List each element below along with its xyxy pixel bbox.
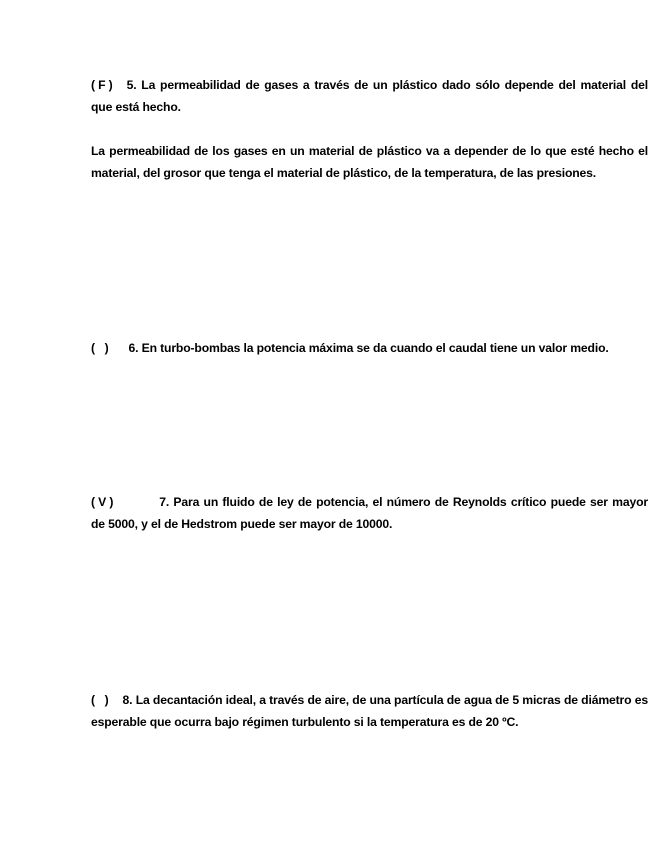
question-7-mark: ( V ) [91, 495, 114, 509]
question-6-text: 6. En turbo-bombas la potencia máxima se da cuando el caudal tiene un valor medio. [128, 341, 609, 355]
question-6 [91, 337, 648, 359]
question-8-text: 8. La decantación ideal, a través de aire, de una partícula de agua de 5 micras de diámetro es esperable que ocurra bajo régimen turbulento si la temperatura es de 20 ºC. [91, 693, 648, 729]
question-7-text: 7. Para un fluido de ley de potencia, el número de Reynolds crítico puede ser mayor de 5000, y el de Hedstrom puede ser mayor de 10000. [91, 495, 648, 531]
answer-5: La permeabilidad de los gases en un material de plástico va a depender de lo que esté hecho el material, del grosor que tenga el material de plástico, de la temperatura, de las presiones. [91, 144, 648, 180]
question-7 [91, 491, 648, 535]
question-5-mark: ( F ) [91, 78, 113, 92]
question-5 [91, 74, 648, 118]
question-6-mark: ( ) [91, 341, 109, 355]
question-8 [91, 689, 648, 733]
question-8-mark: ( ) [91, 693, 109, 707]
question-5-text: 5. La permeabilidad de gases a través de un plástico dado sólo depende del material del que está hecho. [91, 78, 648, 114]
